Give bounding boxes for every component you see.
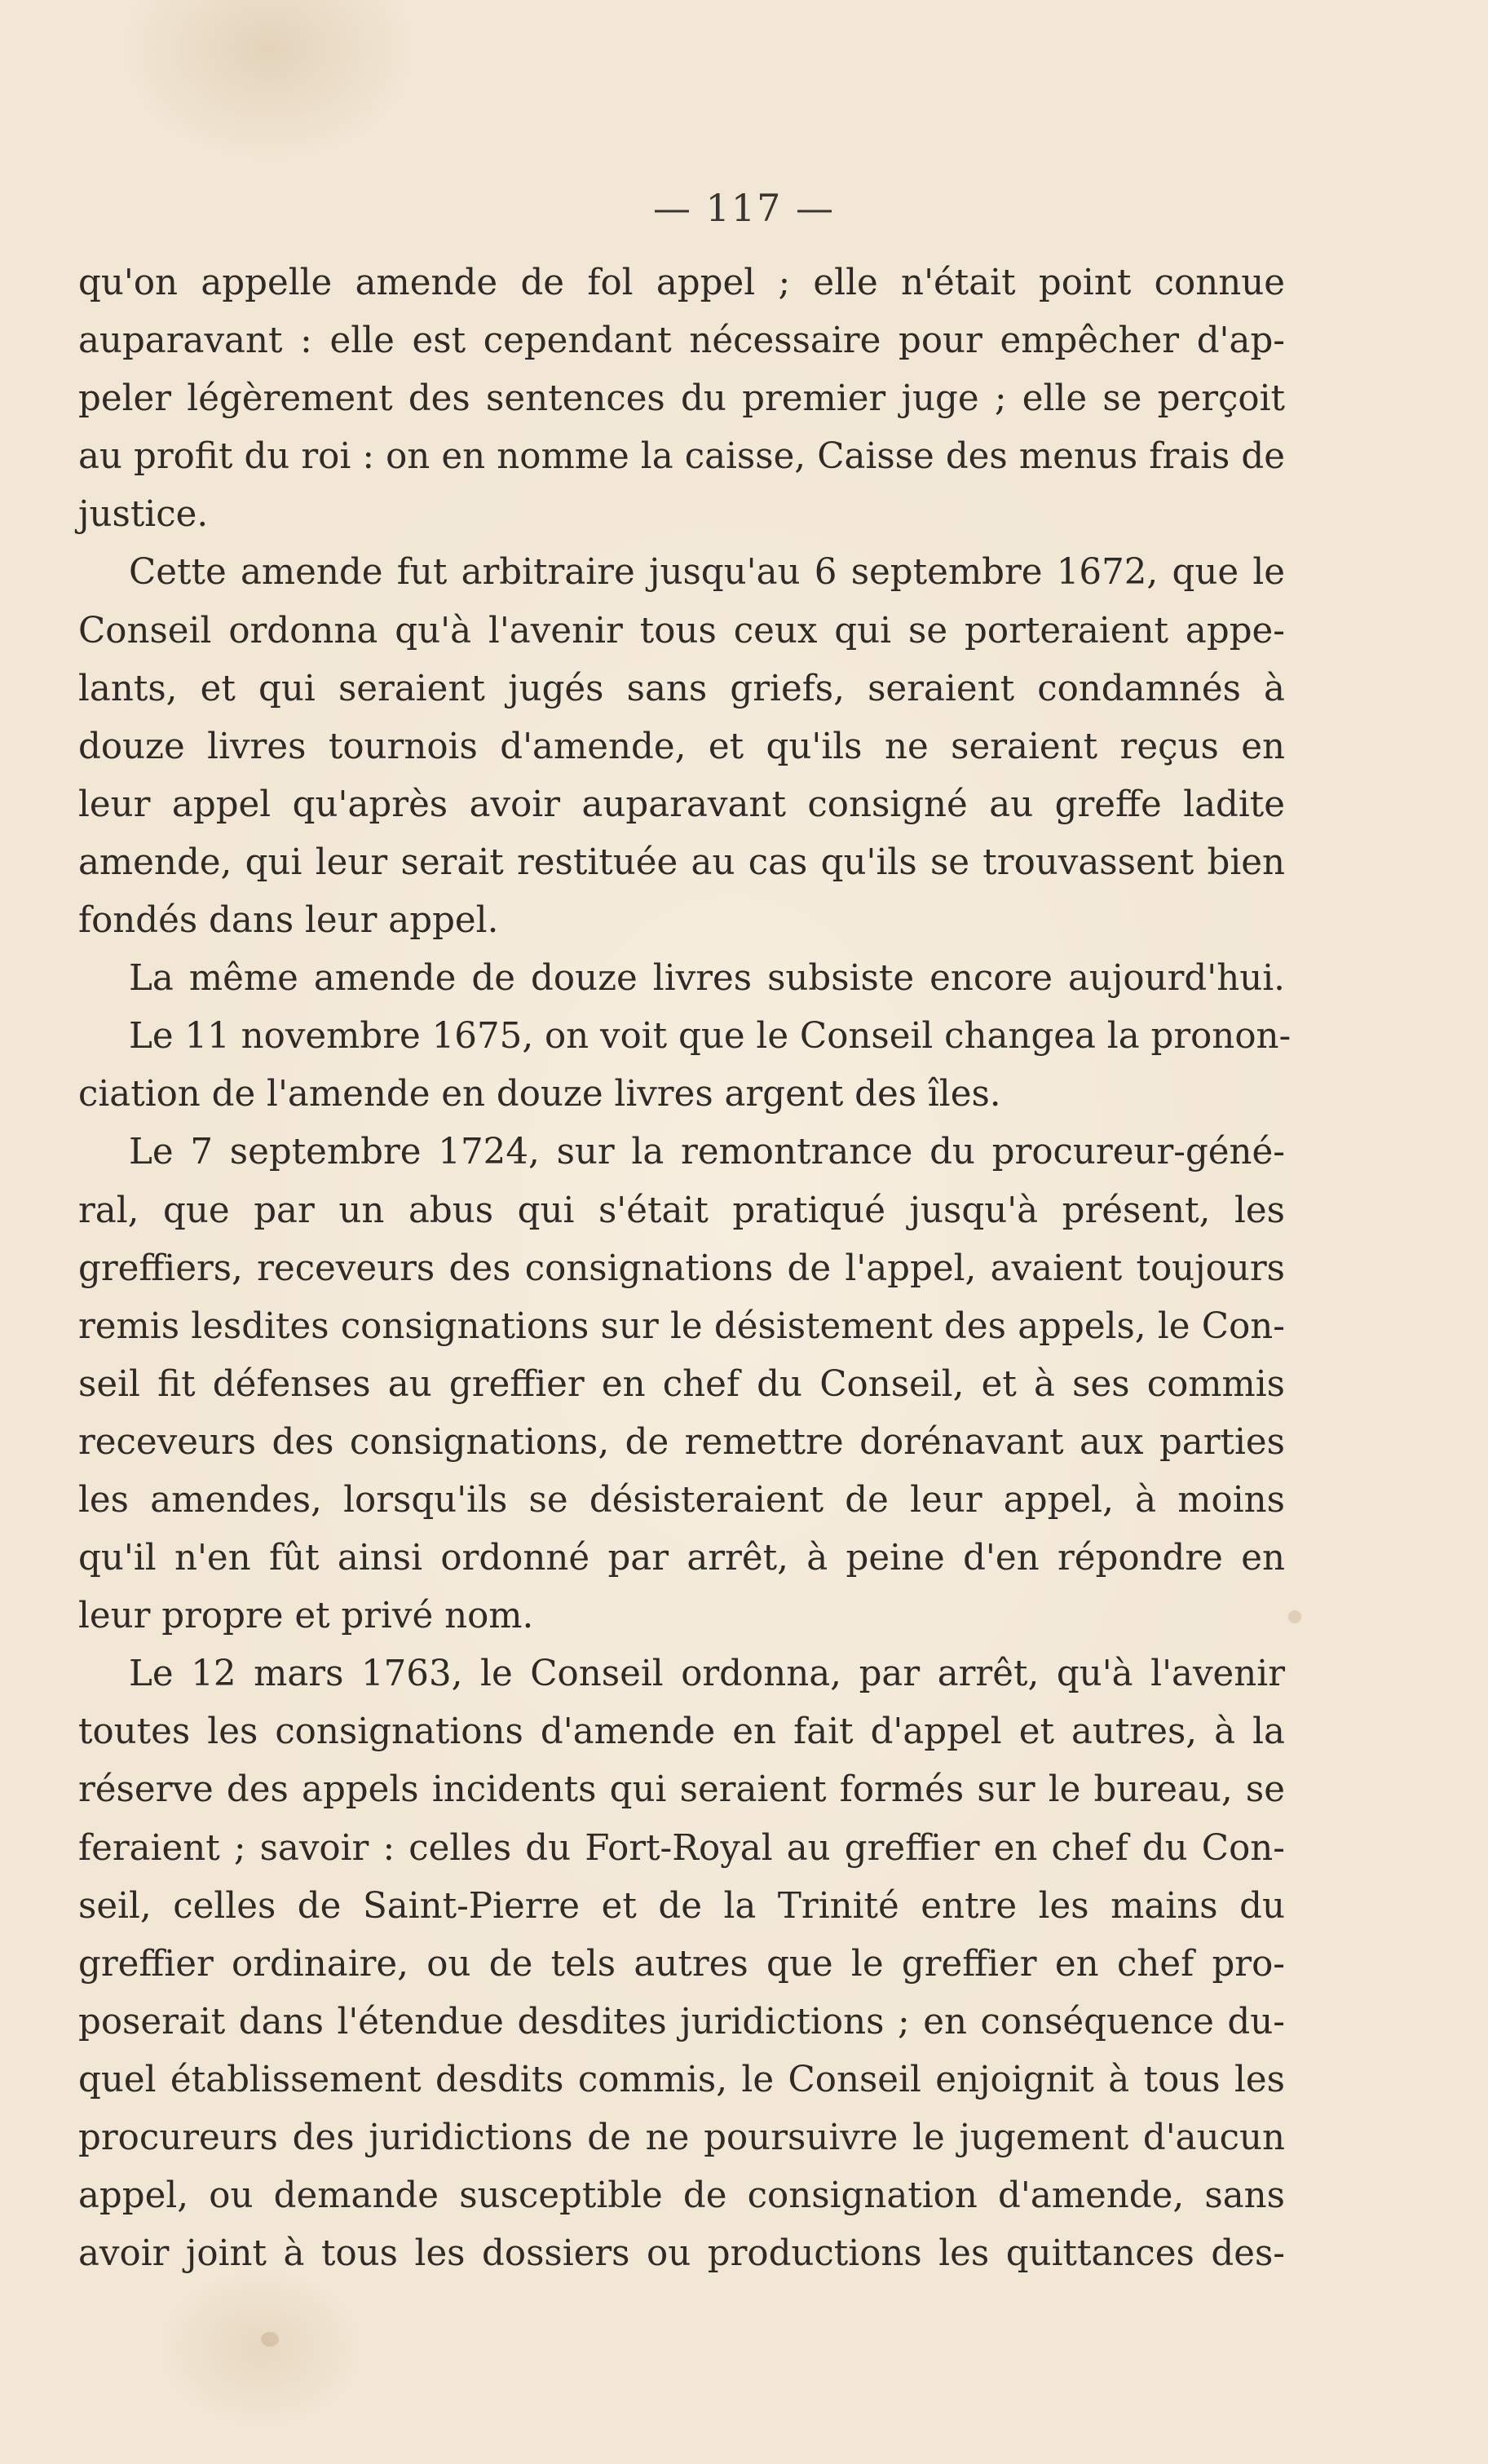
text-line: au profit du roi : on en nomme la caisse, Caisse des menus frais de xyxy=(78,436,1285,478)
text-line: justice. xyxy=(78,494,209,536)
text-line: leur propre et privé nom. xyxy=(78,1596,534,1637)
text-line: Le 12 mars 1763, le Conseil ordonna, par arrêt, qu'à l'avenir xyxy=(129,1654,1285,1695)
text-line: appel, ou demande susceptible de consignation d'amende, sans xyxy=(78,2175,1285,2217)
text-line: quel établissement desdits commis, le Conseil enjoignit à tous les xyxy=(78,2059,1285,2100)
text-line: auparavant : elle est cependant nécessaire pour empêcher d'ap- xyxy=(78,320,1285,362)
text-line: qu'on appelle amende de fol appel ; elle n'était point connue xyxy=(78,263,1285,303)
text-line: lants, et qui seraient jugés sans griefs, seraient condamnés à xyxy=(78,668,1285,709)
foxing-stain xyxy=(1288,1610,1301,1623)
text-line: seil, celles de Saint-Pierre et de la Trinité entre les mains du xyxy=(78,1885,1285,1927)
text-line: peler légèrement des sentences du premier juge ; elle se perçoit xyxy=(78,378,1285,420)
text-line: leur appel qu'après avoir auparavant consigné au greffe ladite xyxy=(78,784,1285,825)
text-line: procureurs des juridictions de ne poursuivre le jugement d'aucun xyxy=(78,2117,1285,2158)
text-line: seil fit défenses au greffier en chef du Conseil, et à ses commis xyxy=(78,1363,1285,1405)
text-line: Cette amende fut arbitraire jusqu'au 6 septembre 1672, que le xyxy=(129,552,1285,594)
text-line: les amendes, lorsqu'ils se désisteraient de leur appel, à moins xyxy=(78,1479,1285,1521)
text-line: feraient ; savoir : celles du Fort-Royal au greffier en chef du Con- xyxy=(78,1827,1285,1869)
text-line: ciation de l'amende en douze livres argent des îles. xyxy=(78,1074,1001,1115)
text-line: remis lesdites consignations sur le désistement des appels, le Con- xyxy=(78,1305,1285,1347)
text-line: La même amende de douze livres subsiste encore aujourd'hui. xyxy=(129,958,1285,1000)
text-line: ral, que par un abus qui s'était pratiqué jusqu'à présent, les xyxy=(78,1190,1285,1231)
text-line: Le 11 novembre 1675, on voit que le Conseil changea la pronon- xyxy=(129,1016,1292,1058)
text-line: receveurs des consignations, de remettre dorénavant aux parties xyxy=(78,1421,1285,1463)
body-text xyxy=(78,254,1292,2283)
text-line: greffier ordinaire, ou de tels autres que le greffier en chef pro- xyxy=(78,1943,1285,1985)
text-line: avoir joint à tous les dossiers ou productions les quittances des- xyxy=(78,2233,1285,2275)
foxing-stain xyxy=(261,2332,279,2347)
text-line: poserait dans l'étendue desdites juridictions ; en conséquence du- xyxy=(78,2001,1285,2042)
text-line: qu'il n'en fût ainsi ordonné par arrêt, à peine d'en répondre en xyxy=(78,1538,1285,1579)
text-line: greffiers, receveurs des consignations de l'appel, avaient toujours xyxy=(78,1247,1285,1289)
text-line: Conseil ordonna qu'à l'avenir tous ceux qui se porteraient appe- xyxy=(78,610,1285,651)
text-line: toutes les consignations d'amende en fait d'appel et autres, à la xyxy=(78,1711,1285,1753)
text-line: amende, qui leur serait restituée au cas qu'ils se trouvassent bien xyxy=(78,841,1285,883)
page-number: — 117 — xyxy=(652,186,836,230)
text-line: Le 7 septembre 1724, sur la remontrance du procureur-géné- xyxy=(129,1132,1285,1173)
text-line: fondés dans leur appel. xyxy=(78,900,499,942)
text-line: douze livres tournois d'amende, et qu'ils ne seraient reçus en xyxy=(78,726,1285,767)
text-line: réserve des appels incidents qui seraient formés sur le bureau, se xyxy=(78,1769,1285,1811)
